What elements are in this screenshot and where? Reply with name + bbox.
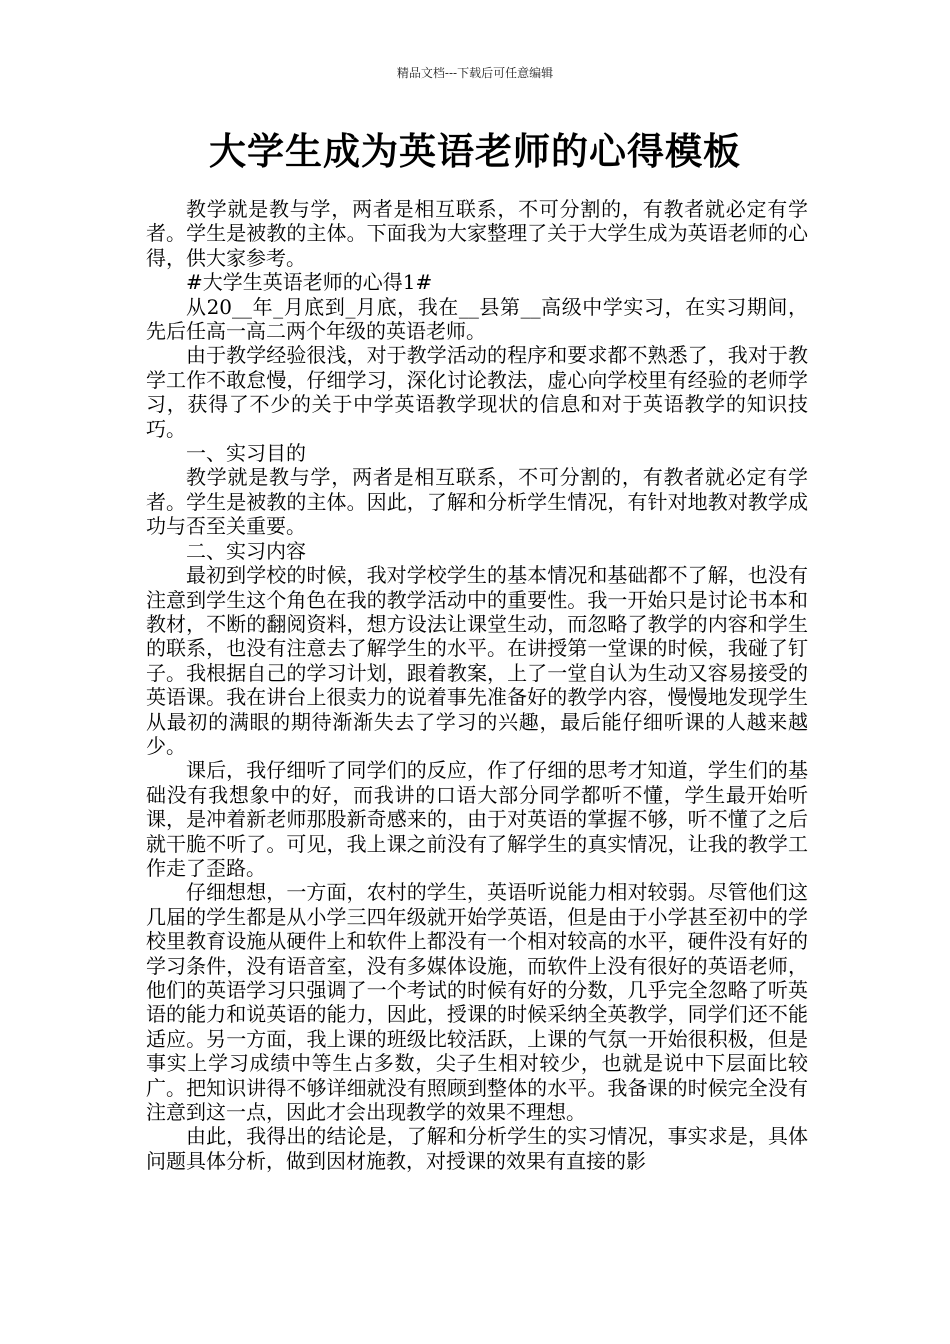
header-note: 精品文档---下载后可任意编辑 [396,66,554,80]
document-body [146,197,808,1173]
paragraph-internship-period: 从20__年_月底到_月底，我在__县第__高级中学实习，在实习期间，先后任高一高二两个年级的英语老师。 [146,294,808,344]
paragraph-reflection: 仔细想想，一方面，农村的学生，英语听说能力相对较弱。尽管他们这几届的学生都是从小学三四年级就开始学英语，但是由于小学甚至初中的学校里教育设施从硬件上和软件上都没有一个相对较高的水平，硬件没有好的学习条件，没有语音室，没有多媒体设施，而软件上没有很好的英语老师，他们的英语学习只强调了一个考试的时候有好的分数，几乎完全忽略了听英语的能力和说英语的能力，因此，授课的时候采纳全英教学，同学们还不能适应。另一方面，我上课的班级比较活跃，上课的气氛一开始很积极，但是事实上学习成绩中等生占多数，尖子生相对较少，也就是说中下层面比较广。把知识讲得不够详细就没有照顾到整体的水平。我备课的时候完全没有注意到这一点，因此才会出现教学的效果不理想。 [146,880,808,1125]
section-heading-experience-1: #大学生英语老师的心得1# [186,270,433,295]
section-heading-content: 二、实习内容 [186,538,306,563]
paragraph-first-class: 最初到学校的时候，我对学校学生的基本情况和基础都不了解，也没有注意到学生这个角色在我的教学活动中的重要性。我一开始只是讨论书本和教材，不断的翻阅资料，想方设法让课堂生动，而忽略了教学的内容和学生的联系，也没有注意去了解学生的水平。在讲授第一堂课的时候，我碰了钉子。我根据自己的学习计划，跟着教案，上了一堂自认为生动又容易接受的英语课。我在讲台上很卖力的说着事先准备好的教学内容，慢慢地发现学生从最初的满眼的期待渐渐失去了学习的兴趣，最后能仔细听课的人越来越少。 [146,563,808,758]
document-title: 大学生成为英语老师的心得模板 [209,130,741,173]
paragraph-purpose: 教学就是教与学，两者是相互联系，不可分割的，有教者就必定有学者。学生是被教的主体。因此，了解和分析学生情况，有针对地教对教学成功与否至关重要。 [146,465,808,539]
paragraph-intro: 教学就是教与学，两者是相互联系，不可分割的，有教者就必定有学者。学生是被教的主体。下面我为大家整理了关于大学生成为英语老师的心得，供大家参考。 [146,197,808,270]
section-heading-purpose: 一、实习目的 [186,441,306,466]
paragraph-conclusion: 由此，我得出的结论是，了解和分析学生的实习情况，事实求是，具体问题具体分析，做到因材施教，对授课的效果有直接的影 [146,1124,808,1173]
paragraph-after-class: 课后，我仔细听了同学们的反应，作了仔细的思考才知道，学生们的基础没有我想象中的好，而我讲的口语大部分同学都听不懂，学生最开始听课，是冲着新老师那股新奇感来的，由于对英语的掌握不够，听不懂了之后就干脆不听了。可见，我上课之前没有了解学生的真实情况，让我的教学工作走了歪路。 [146,758,808,880]
paragraph-learning: 由于教学经验很浅，对于教学活动的程序和要求都不熟悉了，我对于教学工作不敢怠慢，仔细学习，深化讨论教法，虚心向学校里有经验的老师学习，获得了不少的关于中学英语教学现状的信息和对于英语教学的知识技巧。 [146,343,808,441]
